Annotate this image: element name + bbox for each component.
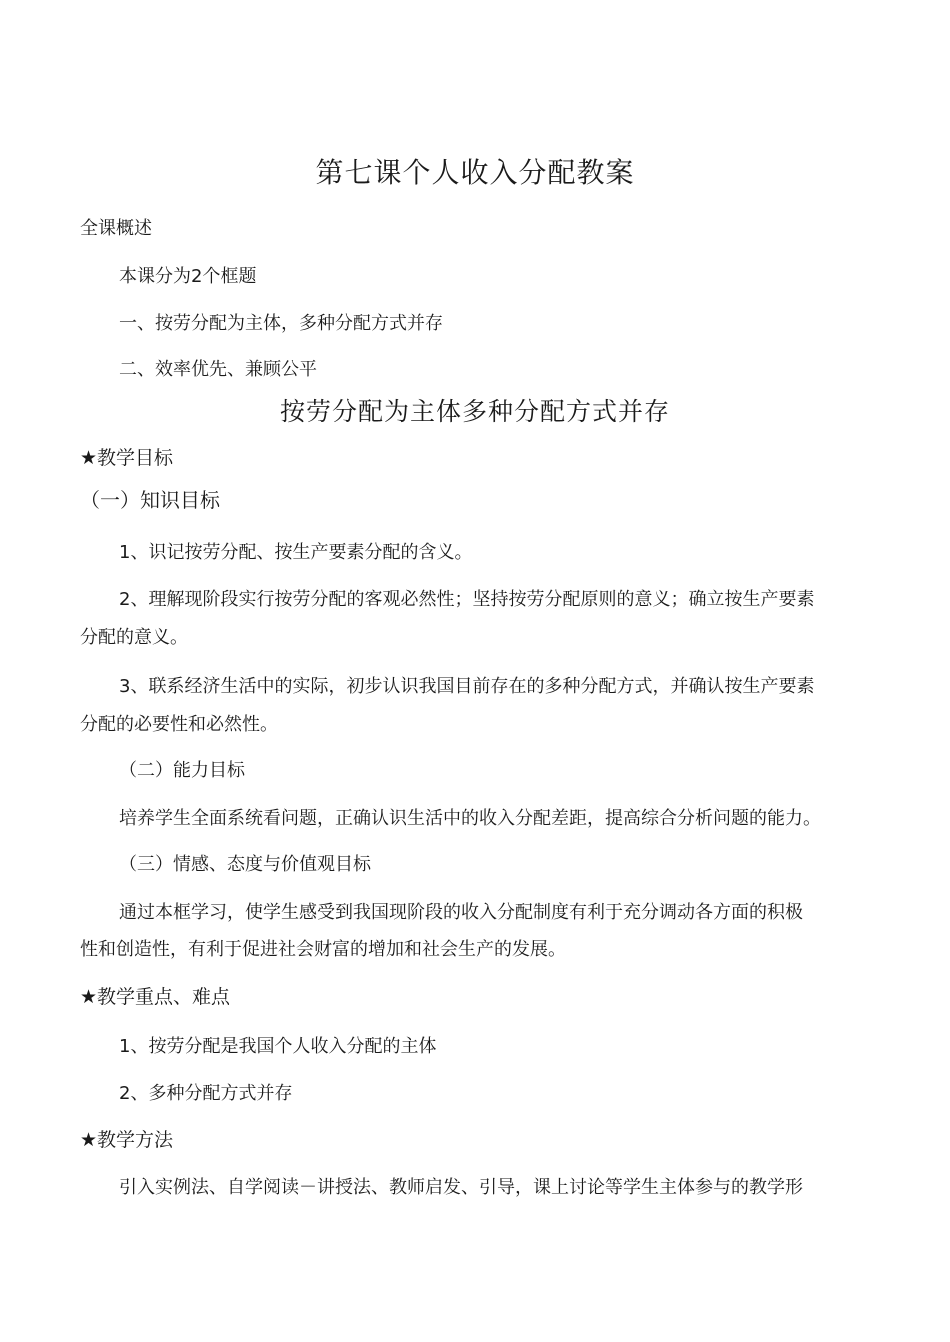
overview-item-1: 一、按劳分配为主体，多种分配方式并存 — [119, 313, 443, 334]
knowledge-goal-2-line-1: 2、理解现阶段实行按劳分配的客观必然性；坚持按劳分配原则的意义；确立按生产要素 — [119, 589, 815, 610]
section-title: 按劳分配为主体多种分配方式并存 — [279, 397, 670, 426]
emotion-goal-line-2: 性和创造性，有利于促进社会财富的增加和社会生产的发展。 — [80, 939, 566, 960]
goals-heading: ★教学目标 — [80, 447, 174, 469]
ability-goal-text: 培养学生全面系统看问题，正确认识生活中的收入分配差距，提高综合分析问题的能力。 — [119, 808, 821, 829]
overview-intro: 本课分为2个框题 — [119, 266, 257, 287]
knowledge-goal-3-line-2: 分配的必要性和必然性。 — [80, 714, 278, 735]
knowledge-goal-2-line-2: 分配的意义。 — [80, 627, 188, 648]
key-point-2: 2、多种分配方式并存 — [119, 1083, 293, 1104]
methods-text: 引入实例法、自学阅读－讲授法、教师启发、引导，课上讨论等学生主体参与的教学形 — [119, 1177, 803, 1198]
overview-item-2: 二、效率优先、兼顾公平 — [119, 359, 317, 380]
knowledge-goal-3-line-1: 3、联系经济生活中的实际，初步认识我国目前存在的多种分配方式，并确认按生产要素 — [119, 676, 815, 697]
emotion-goal-line-1: 通过本框学习，使学生感受到我国现阶段的收入分配制度有利于充分调动各方面的积极 — [119, 902, 803, 923]
key-points-heading: ★教学重点、难点 — [80, 986, 231, 1008]
knowledge-goals-heading: （一）知识目标 — [80, 488, 220, 512]
key-point-1: 1、按劳分配是我国个人收入分配的主体 — [119, 1036, 437, 1057]
methods-heading: ★教学方法 — [80, 1129, 174, 1151]
overview-heading: 全课概述 — [80, 218, 152, 239]
emotion-goals-heading: （三）情感、态度与价值观目标 — [119, 854, 371, 875]
knowledge-goal-1: 1、识记按劳分配、按生产要素分配的含义。 — [119, 542, 473, 563]
ability-goals-heading: （二）能力目标 — [119, 760, 245, 781]
document-title: 第七课个人收入分配教案 — [315, 156, 635, 189]
